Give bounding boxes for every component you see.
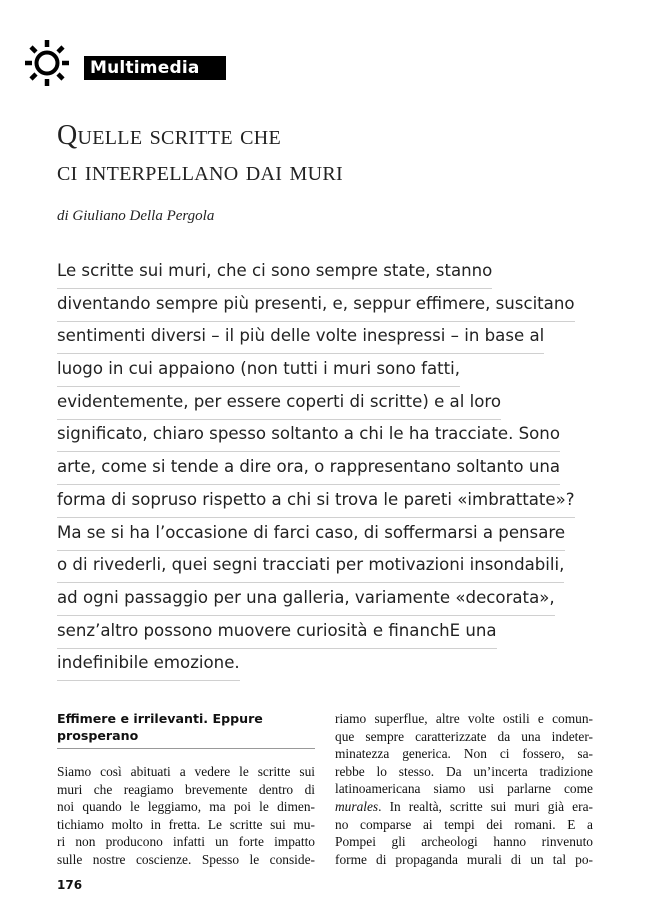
lead-line: Le scritte sui muri, che ci sono sempre state, stanno — [57, 258, 492, 289]
body-line: sulle nostre coscienze. Spesso le conside- — [57, 851, 315, 867]
article-title — [57, 118, 617, 190]
lead-line: Ma se si ha l’occasione di farci caso, di soffermarsi a pensare — [57, 520, 565, 551]
lead-line: forma di sopruso rispetto a chi si trova le pareti «imbrattate»? — [57, 487, 575, 518]
left-column — [57, 710, 315, 869]
subheading-line: Effimere e irrilevanti. Eppure — [57, 711, 263, 726]
body-line: murales. In realtà, scritte sui muri già era- — [335, 798, 593, 814]
lead-line: luogo in cui appaiono (non tutti i muri sono fatti, — [57, 356, 460, 387]
lead-paragraph — [57, 258, 597, 683]
body-line: que sempre caratterizzate da una indeter- — [335, 728, 593, 744]
subheading-line: prosperano — [57, 728, 139, 743]
lead-line: evidentemente, per essere coperti di scritte) e al loro — [57, 389, 501, 420]
page-number: 176 — [57, 878, 83, 892]
lead-line: indefinibile emozione. — [57, 650, 240, 681]
title-line: Quelle scritte che — [57, 120, 282, 151]
lead-line: significato, chiaro spesso soltanto a chi le ha tracciate. Sono — [57, 421, 560, 452]
lead-line: sentimenti diversi – il più delle volte inespressi – in base al — [57, 323, 544, 354]
body-line: riamo superflue, altre volte ostili e comun- — [335, 711, 593, 726]
body-line: noi quando le leggiamo, ma poi le dimen- — [57, 799, 315, 815]
body-line: ri non producono infatti un forte impatto — [57, 834, 315, 850]
body-line: no comparse ai tempi dei romani. E a — [335, 816, 593, 832]
sun-icon — [17, 38, 77, 88]
section-header — [17, 38, 77, 88]
section-label: Multimedia — [84, 56, 226, 80]
lead-line: arte, come si tende a dire ora, o rappresentano soltanto una — [57, 454, 560, 485]
body-line: forme di propaganda murali di un tal po- — [335, 851, 593, 867]
body-line: latinoamericana siamo usi parlarne come — [335, 781, 593, 797]
lead-line: senz’altro possono muovere curiosità e financhE una — [57, 618, 497, 649]
lead-line: diventando sempre più presenti, e, seppur effimere, suscitano — [57, 291, 575, 322]
title-line: ci interpellano dai muri — [57, 156, 343, 187]
body-line: tichiamo molto in fretta. Le scritte sui mu- — [57, 816, 315, 832]
body-line: muri che reagiamo brevemente dentro di — [57, 781, 315, 797]
right-column — [335, 710, 593, 868]
lead-line: ad ogni passaggio per una galleria, variamente «decorata», — [57, 585, 555, 616]
body-line: minatezza generica. Non ci fossero, sa- — [335, 746, 593, 762]
subheading — [57, 710, 315, 749]
body-line: Pompei gli archeologi hanno rinvenuto — [335, 834, 593, 850]
byline: di Giuliano Della Pergola — [57, 208, 215, 224]
lead-line: o di rivederli, quei segni tracciati per motivazioni insondabili, — [57, 552, 564, 583]
body-line: rebbe lo stesso. Da un’incerta tradizione — [335, 763, 593, 779]
body-line: Siamo così abituati a vedere le scritte sui — [57, 764, 315, 779]
